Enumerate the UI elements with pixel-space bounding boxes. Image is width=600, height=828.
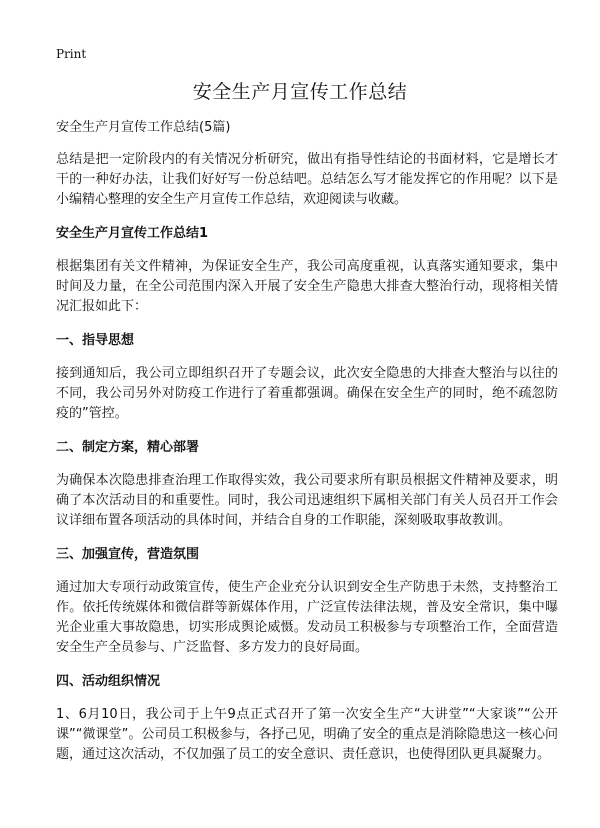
paragraph-plan-deployment: 为确保本次隐患排查治理工作取得实效，我公司要求所有职员根据文件精神及要求，明确了本次活动目的和重要性。同时，我公司迅速组织下属相关部门有关人员召开工作会议详细布置各项活动的具体时间，并结合自身的工作职能，深刻吸取事故教训。 xyxy=(56,473,558,528)
document-body xyxy=(56,118,558,779)
heading-activity-organization: 四、活动组织情况 xyxy=(56,674,161,689)
heading-publicity: 三、加强宣传，营造氛围 xyxy=(56,547,200,562)
paragraph-activity-organization: 1、6月10日，我公司于上午9点正式召开了第一次安全生产“大讲堂”“大家谈”“公开课”“微课堂”。公司员工积极参与，各抒己见，明确了安全的重点是消除隐患这一核心问题，通过这次活动，不仅加强了员工的安全意识、责任意识，也使得团队更具凝聚力。 xyxy=(56,707,558,762)
section-title: 安全生产月宣传工作总结1 xyxy=(56,226,209,241)
section-intro-paragraph: 根据集团有关文件精神，为保证安全生产，我公司高度重视，认真落实通知要求，集中时间及力量，在全公司范围内深入开展了安全生产隐患大排查大整治行动，现将相关情况汇报如此下： xyxy=(56,259,558,314)
intro-paragraph: 总结是把一定阶段内的有关情况分析研究，做出有指导性结论的书面材料，它是增长才干的一种好办法，让我们好好写一份总结吧。总结怎么写才能发挥它的作用呢？以下是小编精心整理的安全生产月宣传工作总结，欢迎阅读与收藏。 xyxy=(56,152,558,207)
paragraph-guiding-ideology: 接到通知后，我公司立即组织召开了专题会议，此次安全隐患的大排查大整治与以往的不同，我公司另外对防疫工作进行了着重都强调。确保在安全生产的同时，绝不疏忽防疫的”管控。 xyxy=(56,366,558,421)
document-title: 安全生产月宣传工作总结 xyxy=(192,81,408,103)
heading-plan-deployment: 二、制定方案，精心部署 xyxy=(56,440,200,455)
paragraph-publicity: 通过加大专项行动政策宣传，使生产企业充分认识到安全生产防患于未然，支持整治工作。依托传统媒体和微信群等新媒体作用，广泛宣传法律法规，普及安全常识，集中曝光企业重大事故隐患，切实形成舆论威慑。发动员工积极参与专项整治工作，全面营造安全生产全员参与、广泛监督、多方发力的良好局面。 xyxy=(56,580,558,655)
document-subtitle: 安全生产月宣传工作总结(5篇) xyxy=(56,120,231,135)
heading-guiding-ideology: 一、指导思想 xyxy=(56,333,135,348)
print-link[interactable]: Print xyxy=(56,47,87,61)
